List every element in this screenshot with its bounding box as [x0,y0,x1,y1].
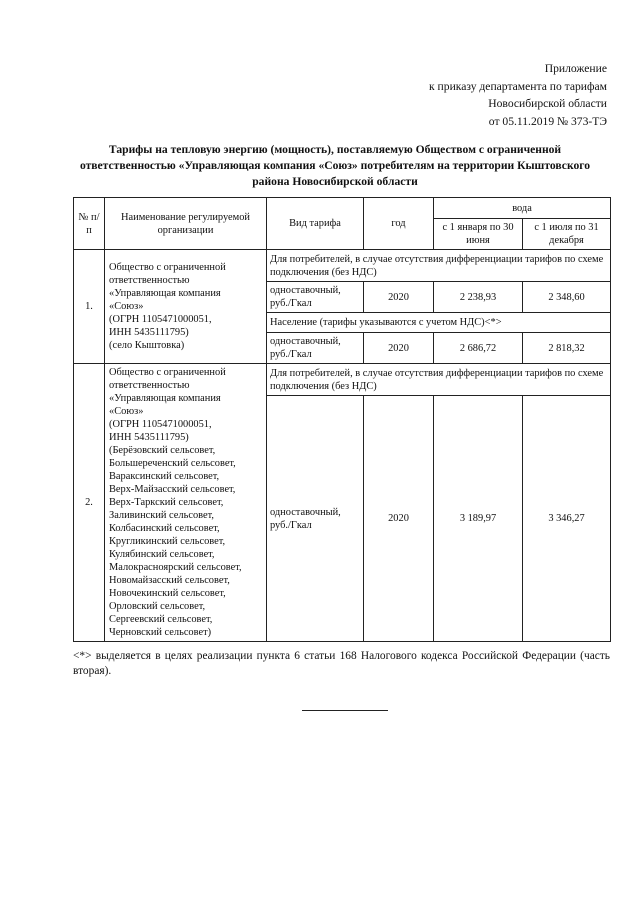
org-line: Вараксинский сельсовет, [109,471,220,482]
appendix-line-3: Новосибирской области [488,97,607,110]
header-water: вода [434,198,611,219]
header-tariff-type: Вид тарифа [267,198,364,250]
org-line: «Управляющая компания [109,288,221,299]
org-line: Колбасинский сельсовет, [109,523,220,534]
row-2-group-1-value-1: 3 189,97 [434,396,523,642]
row-1-group-1-label: Для потребителей, в случае отсутствия дифференциации тарифов по схеме подключения (без НДС) [267,250,611,282]
header-num: № п/п [74,198,105,250]
org-line: Новочекинский сельсовет, [109,588,226,599]
org-line: Кулябинский сельсовет, [109,549,215,560]
row-1-group-2-label: Население (тарифы указываются с учетом НДС)<*> [267,313,611,333]
header-period-2: с 1 июля по 31 декабря [523,219,611,250]
org-line: Общество с ограниченной [109,262,226,273]
org-line: (Берёзовский сельсовет, [109,445,216,456]
org-line: Верх-Таркский сельсовет, [109,497,224,508]
org-line: «Союз» [109,406,144,417]
appendix-block [429,60,607,130]
footnote: <*> выделяется в целях реализации пункта 6 статьи 168 Налогового кодекса Российской Федерации (часть вторая). [73,650,610,677]
org-line: (село Кыштовка) [109,340,185,351]
separator-line [302,710,388,711]
org-line: ИНН 5435111795) [109,327,189,338]
row-1-num: 1. [74,250,105,364]
row-1-group-2-value-2: 2 818,32 [523,333,611,364]
org-line: Сергеевский сельсовет, [109,614,213,625]
org-line: Малокрасноярский сельсовет, [109,562,242,573]
tariff-table [73,197,611,642]
row-2-group-1-type: одноставочный, руб./Гкал [267,396,364,642]
row-1-group-1-type: одноставочный, руб./Гкал [267,282,364,313]
row-2-group-1-value-2: 3 346,27 [523,396,611,642]
table-header-row [74,198,611,219]
header-year: год [364,198,434,250]
table-row [74,364,611,396]
table-row [74,250,611,282]
org-line: «Управляющая компания [109,393,221,404]
row-2-org [105,364,267,642]
row-1-group-1-value-2: 2 348,60 [523,282,611,313]
org-line: ответственностью [109,275,190,286]
row-1-group-2-value-1: 2 686,72 [434,333,523,364]
org-line: (ОГРН 1105471000051, [109,419,212,430]
appendix-line-1: Приложение [544,62,607,75]
org-line: Кругликинский сельсовет, [109,536,226,547]
row-1-group-2-year: 2020 [364,333,434,364]
header-org: Наименование регулируемой организации [105,198,267,250]
org-line: Новомайзасский сельсовет, [109,575,230,586]
org-line: Орловский сельсовет, [109,601,206,612]
appendix-line-2: к приказу департамента по тарифам [429,79,607,93]
org-line: Большереченский сельсовет, [109,458,236,469]
org-line: Верх-Майзасский сельсовет, [109,484,236,495]
org-line: Заливинский сельсовет, [109,510,214,521]
org-line: (ОГРН 1105471000051, [109,314,212,325]
org-line: Общество с ограниченной [109,367,226,378]
row-1-group-1-value-1: 2 238,93 [434,282,523,313]
org-line: ИНН 5435111795) [109,432,189,443]
row-1-org [105,250,267,364]
org-line: ответственностью [109,380,190,391]
row-2-num: 2. [74,364,105,642]
org-line: Черновский сельсовет) [109,627,212,638]
document-title: Тарифы на тепловую энергию (мощность), поставляемую Обществом с ограниченной ответственностью «Управляющая компания «Союз» потребителям на территории Кыштовского района Новосибирской области [79,143,591,188]
org-line: «Союз» [109,301,144,312]
row-1-group-2-type: одноставочный, руб./Гкал [267,333,364,364]
appendix-line-4: от 05.11.2019 № 373-ТЭ [488,114,607,128]
row-1-group-1-year: 2020 [364,282,434,313]
row-2-group-1-year: 2020 [364,396,434,642]
header-period-1: с 1 января по 30 июня [434,219,523,250]
row-2-group-1-label: Для потребителей, в случае отсутствия дифференциации тарифов по схеме подключения (без НДС) [267,364,611,396]
